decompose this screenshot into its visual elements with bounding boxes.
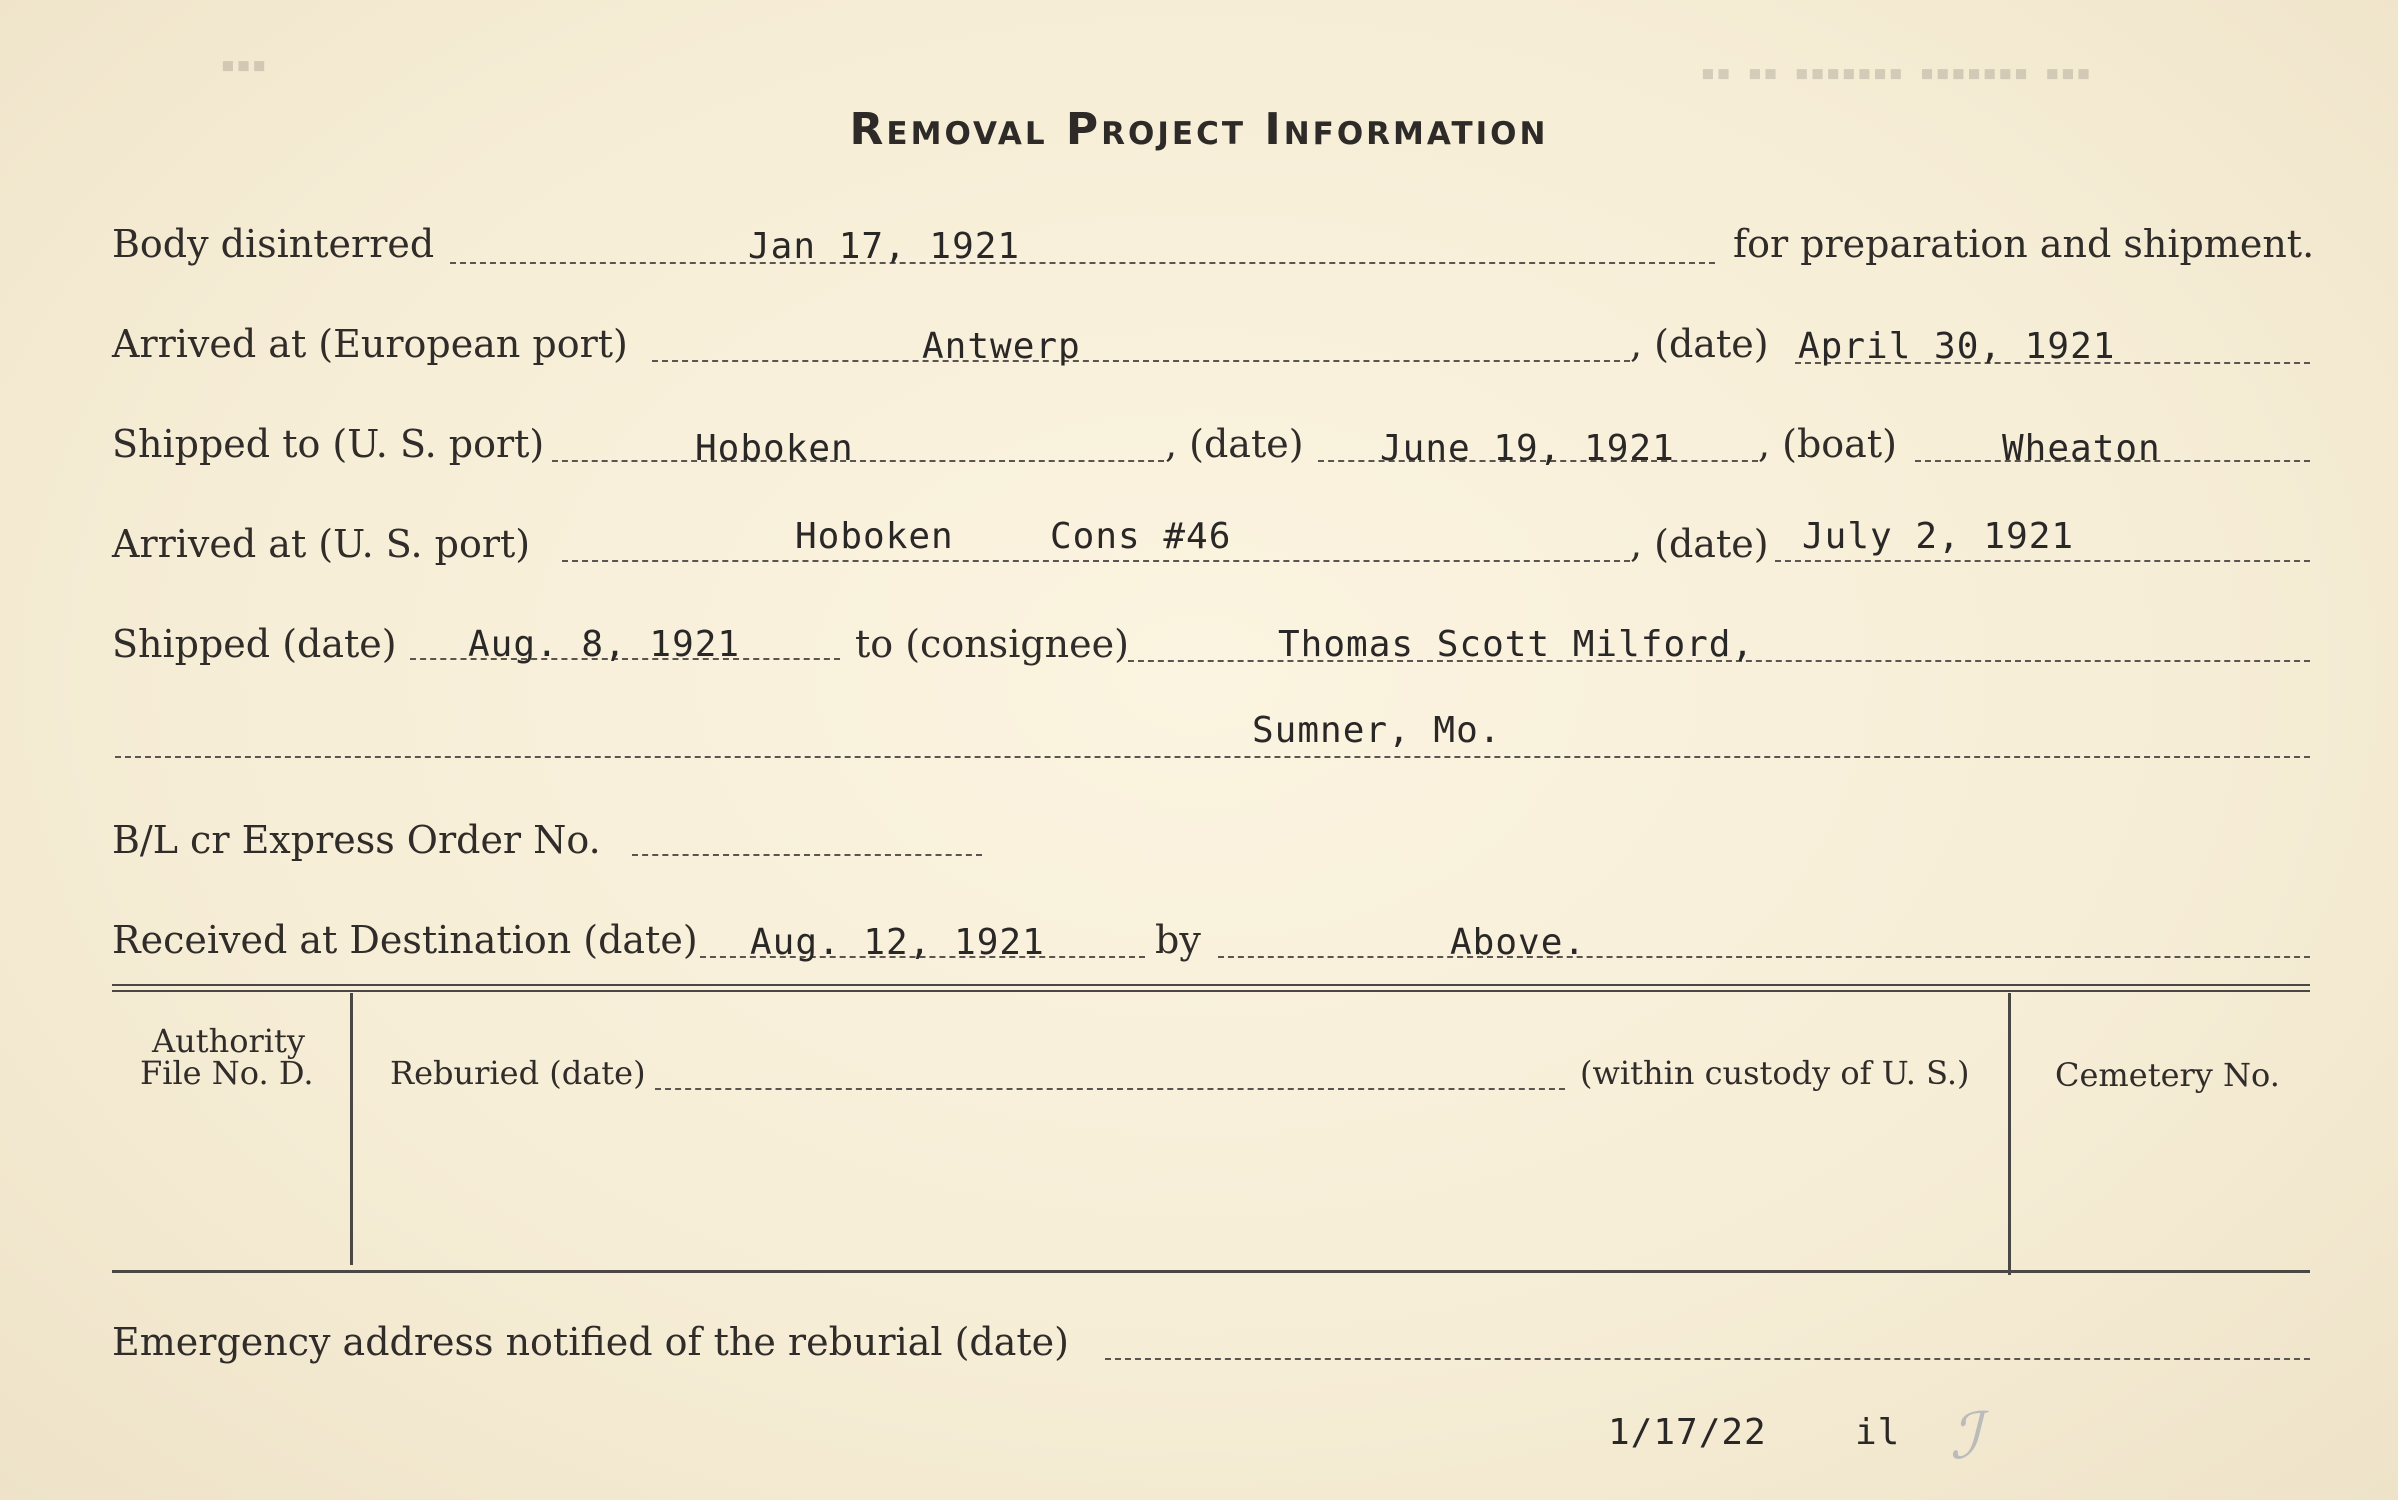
body-disinterred-value: Jan 17, 1921 (748, 226, 1021, 267)
page-title: Removal Project Information (849, 104, 1549, 155)
us-arrived-date-value: July 2, 1921 (1802, 516, 2075, 557)
us-arrived-date-label: , (date) (1630, 522, 1769, 566)
field-line (115, 756, 2310, 758)
box-bottom-rule (112, 1270, 2310, 1273)
european-port-value: Antwerp (922, 326, 1081, 367)
body-disinterred-label: Body disinterred (112, 222, 435, 266)
preparation-shipment-label: for preparation and shipment. (1733, 222, 2315, 266)
boat-label: , (boat) (1758, 422, 1897, 466)
consignee-label: to (consignee) (855, 622, 1129, 666)
us-port-shipped-value: Hoboken (695, 428, 854, 469)
consolidation-number: Cons #46 (1050, 516, 1232, 557)
handwritten-initial: ℐ (1950, 1400, 1981, 1474)
shipped-date-label: Shipped (date) (112, 622, 397, 666)
ghost-text: ▪▪ ▪▪ ▪▪▪▪▪▪▪ ▪▪▪▪▪▪▪ ▪▪▪ (1700, 58, 2092, 88)
us-port-arrived-label: Arrived at (U. S. port) (112, 522, 531, 566)
box-divider-left (350, 993, 353, 1265)
us-ship-date-value: June 19, 1921 (1380, 428, 1675, 469)
box-divider-right (2008, 993, 2011, 1275)
field-line (562, 560, 1630, 562)
consignee-address: Sumner, Mo. (1252, 710, 1502, 751)
authority-file-label: File No. D. (140, 1054, 314, 1092)
consignee-value: Thomas Scott Milford, (1278, 624, 1755, 665)
ghost-text: ▪▪▪ (220, 50, 267, 80)
box-top-rule (112, 984, 2310, 986)
field-line (632, 854, 982, 856)
order-number-label: B/L cr Express Order No. (112, 818, 601, 862)
us-ship-date-label: , (date) (1165, 422, 1304, 466)
field-line (655, 1088, 1565, 1090)
box-top-rule (112, 990, 2310, 992)
footer-initials: il (1855, 1412, 1901, 1453)
footer-date: 1/17/22 (1608, 1412, 1767, 1453)
cemetery-number-label: Cemetery No. (2055, 1056, 2280, 1094)
custody-label: (within custody of U. S.) (1580, 1054, 1970, 1092)
field-line (1105, 1358, 2310, 1360)
field-line (1218, 956, 2310, 958)
field-line (552, 460, 1164, 462)
received-by-value: Above. (1450, 922, 1587, 963)
received-destination-label: Received at Destination (date) (112, 918, 698, 962)
field-line (652, 360, 1630, 362)
field-line (1775, 560, 2310, 562)
european-port-label: Arrived at (European port) (112, 322, 628, 366)
european-date-value: April 30, 1921 (1798, 326, 2116, 367)
field-line (450, 262, 1715, 264)
received-date-value: Aug. 12, 1921 (750, 922, 1045, 963)
us-port-shipped-label: Shipped to (U. S. port) (112, 422, 545, 466)
european-date-label: , (date) (1630, 322, 1769, 366)
reburied-date-label: Reburied (date) (390, 1054, 646, 1092)
emergency-address-label: Emergency address notified of the reburial (date) (112, 1320, 1069, 1364)
received-by-label: by (1155, 918, 1201, 962)
authority-label: Authority (152, 1022, 305, 1060)
shipped-date-value: Aug. 8, 1921 (468, 624, 741, 665)
us-port-arrived-value: Hoboken (795, 516, 954, 557)
boat-value: Wheaton (2002, 428, 2161, 469)
